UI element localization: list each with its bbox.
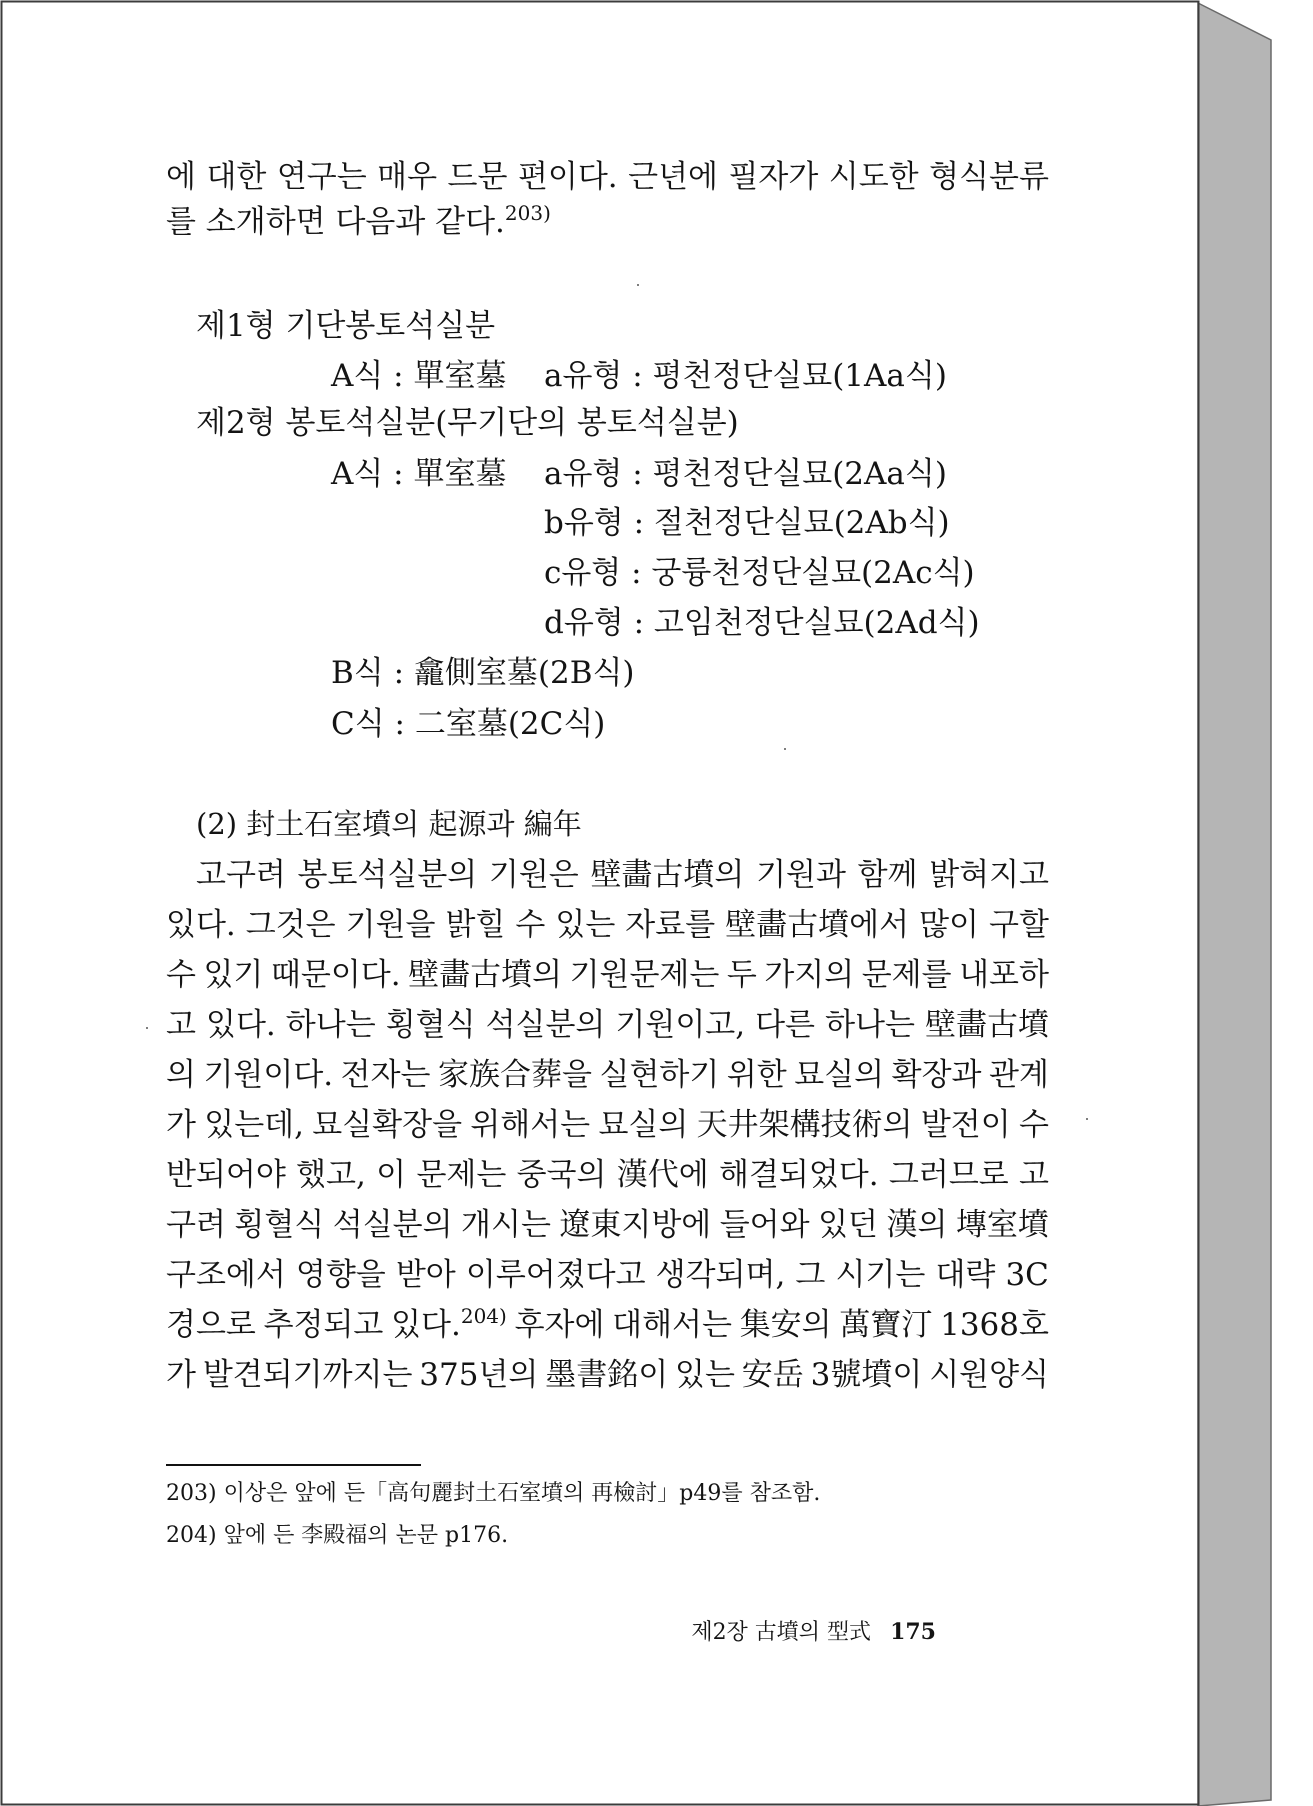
body-line-8: 구려 횡혈식 석실분의 개시는 遼東지방에 들어와 있던 漢의 塼室墳	[166, 1207, 1049, 1243]
type-2-A-a: a유형 : 평천정단실묘(2Aa식)	[544, 456, 947, 492]
scan-speck	[146, 1027, 148, 1029]
type-1-A-label: A식 : 單室墓	[331, 358, 507, 394]
body-line-1: 고구려 봉토석실분의 기원은 壁畵古墳의 기원과 함께 밝혀지고	[196, 857, 1049, 893]
section-heading: (2) 封土石室墳의 起源과 編年	[196, 807, 582, 841]
body-line-9: 구조에서 영향을 받아 이루어졌다고 생각되며, 그 시기는 대략 3C	[166, 1257, 1049, 1293]
type-2-C: C식 : 二室墓(2C식)	[331, 706, 606, 742]
intro-line-1: 에 대한 연구는 매우 드문 편이다. 근년에 필자가 시도한 형식분류	[166, 159, 1049, 195]
scan-speck	[1086, 1118, 1088, 1120]
type-2-A-b: b유형 : 절천정단실묘(2Ab식)	[544, 505, 950, 541]
page-footer	[691, 1615, 936, 1646]
type-2-A-d: d유형 : 고임천정단실묘(2Ad식)	[544, 605, 980, 641]
footnote-ref-203: 203)	[504, 201, 551, 225]
book-side	[1198, 3, 1271, 1806]
footnote-203: 203) 이상은 앞에 든「高句麗封土石室墳의 再檢討」p49를 참조함.	[166, 1481, 821, 1506]
body-line-7: 반되어야 했고, 이 문제는 중국의 漢代에 해결되었다. 그러므로 고	[166, 1157, 1049, 1193]
running-head: 제2장 古墳의 型式	[691, 1620, 872, 1645]
type-1-heading: 제1형 기단봉토석실분	[196, 308, 496, 344]
intro-line-2: 를 소개하면 다음과 같다.$^{203)}$	[166, 201, 551, 240]
body-line-2: 있다. 그것은 기원을 밝힐 수 있는 자료를 壁畵古墳에서 많이 구할	[166, 907, 1049, 943]
footnote-204: 204) 앞에 든 李殿福의 논문 p176.	[166, 1523, 509, 1548]
type-1-A-a: a유형 : 평천정단실묘(1Aa식)	[544, 358, 947, 394]
type-2-heading: 제2형 봉토석실분(무기단의 봉토석실분)	[196, 405, 739, 441]
type-2-A-label: A식 : 單室墓	[331, 456, 507, 492]
body-line-11: 가 발견되기까지는 375년의 墨書銘이 있는 安岳 3號墳이 시원양식	[166, 1357, 1049, 1393]
type-2-B: B식 : 龕側室墓(2B식)	[331, 655, 635, 691]
body-line-10: 경으로 추정되고 있다.$^{204)}$ 후자에 대해서는 集安의 萬寶汀 1368호	[166, 1304, 1049, 1343]
body-line-3: 수 있기 때문이다. 壁畵古墳의 기원문제는 두 가지의 문제를 내포하	[166, 957, 1049, 993]
page-number: 175	[890, 1619, 936, 1645]
type-2-A-c: c유형 : 궁륭천정단실묘(2Ac식)	[544, 555, 975, 591]
body-line-6: 가 있는데, 묘실확장을 위해서는 묘실의 天井架構技術의 발전이 수	[166, 1107, 1049, 1143]
footnote-ref-204: 204)	[460, 1304, 507, 1328]
footnote-rule	[166, 1464, 421, 1466]
body-line-5: 의 기원이다. 전자는 家族合葬을 실현하기 위한 묘실의 확장과 관계	[166, 1057, 1049, 1093]
body-line-4: 고 있다. 하나는 횡혈식 석실분의 기원이고, 다른 하나는 壁畵古墳	[166, 1007, 1049, 1043]
scan-speck	[784, 748, 786, 750]
scan-speck	[637, 284, 639, 286]
